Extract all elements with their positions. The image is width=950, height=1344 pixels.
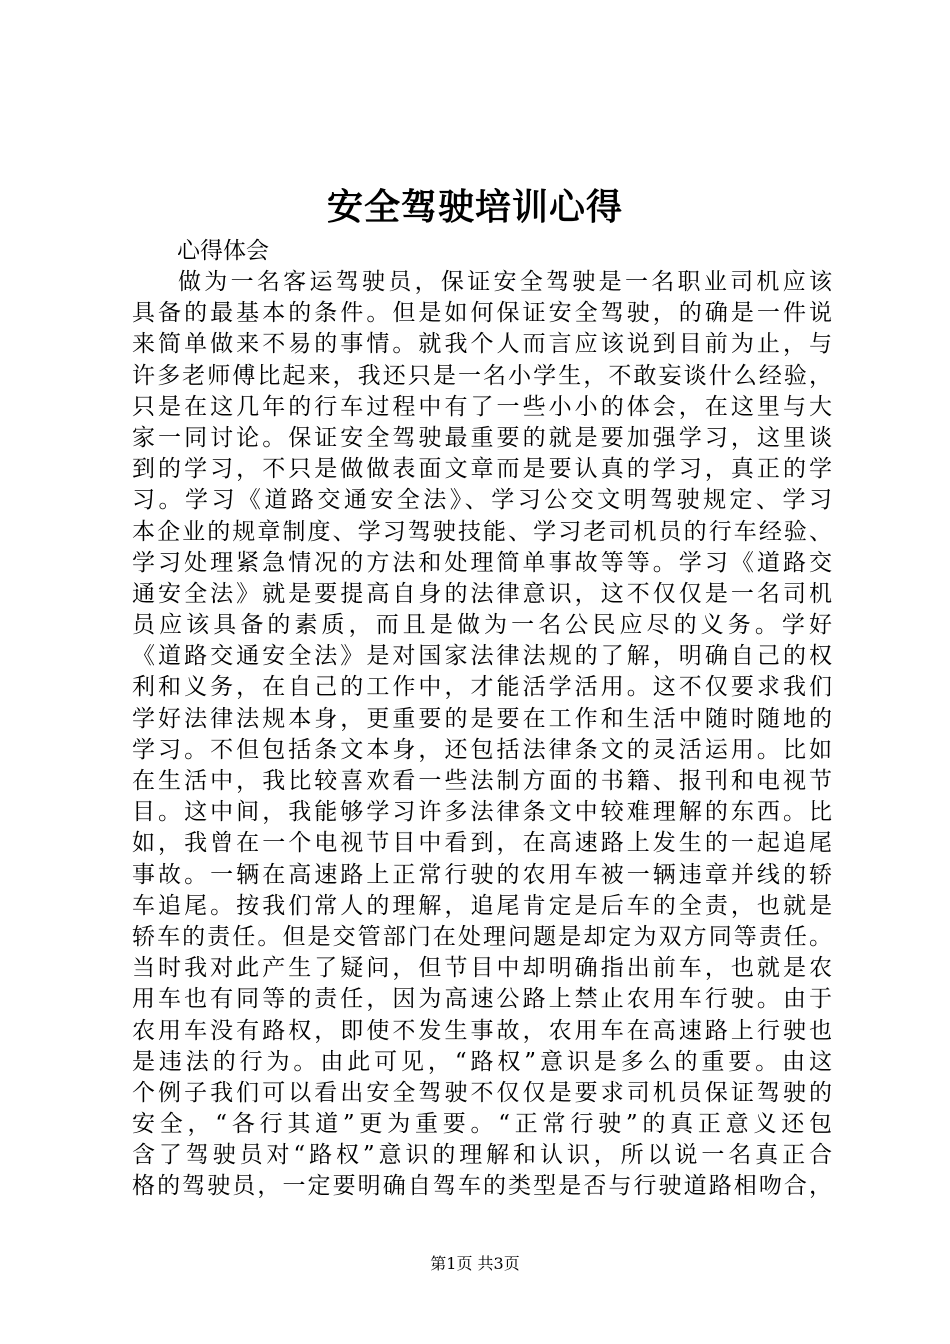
- text-line: 到的学习，不只是做做表面文章而是要认真的学习，真正的学: [132, 456, 832, 483]
- text-line: 许多老师傅比起来，我还只是一名小学生，不敢妄谈什么经验，: [132, 362, 832, 389]
- text-line: 只是在这几年的行车过程中有了一些小小的体会，在这里与大: [132, 393, 832, 420]
- text-line: 员应该具备的素质，而且是做为一名公民应尽的义务。学好: [132, 612, 832, 639]
- text-line: 如，我曾在一个电视节目中看到，在高速路上发生的一起追尾: [132, 830, 832, 857]
- text-line: 本企业的规章制度、学习驾驶技能、学习老司机员的行车经验、: [132, 518, 832, 545]
- page-number: 第1页 共3页: [430, 1254, 520, 1273]
- text-line: 当时我对此产生了疑问，但节目中却明确指出前车，也就是农: [132, 955, 832, 982]
- text-line: 做为一名客运驾驶员，保证安全驾驶是一名职业司机应该: [178, 269, 832, 295]
- text-line: 来简单做来不易的事情。就我个人而言应该说到目前为止，与: [132, 331, 832, 358]
- text-line: 轿车的责任。但是交管部门在处理问题是却定为双方同等责任。: [132, 923, 832, 950]
- text-line: 学好法律法规本身，更重要的是要在工作和生活中随时随地的: [132, 705, 832, 732]
- text-line: 在生活中，我比较喜欢看一些法制方面的书籍、报刊和电视节: [132, 768, 832, 794]
- text-line: 《道路交通安全法》是对国家法律法规的了解，明确自己的权: [132, 643, 832, 670]
- text-line: 利和义务，在自己的工作中，才能活学活用。这不仅要求我们: [132, 674, 832, 701]
- text-line: 车追尾。按我们常人的理解，追尾肯定是后车的全责，也就是: [132, 892, 832, 919]
- paragraph: [132, 267, 832, 1203]
- text-line: 是违法的行为。由此可见，“路权”意识是多么的重要。由这: [132, 1048, 832, 1075]
- text-line: 目。这中间，我能够学习许多法律条文中较难理解的东西。比: [132, 799, 832, 826]
- text-line: 通安全法》就是要提高自身的法律意识，这不仅仅是一名司机: [132, 580, 832, 607]
- document-body: [132, 236, 832, 1203]
- text-line: 格的驾驶员，一定要明确自驾车的类型是否与行驶道路相吻合，: [132, 1173, 832, 1200]
- text-line: 具备的最基本的条件。但是如何保证安全驾驶，的确是一件说: [132, 300, 832, 327]
- text-line: 学习。不但包括条文本身，还包括法律条文的灵活运用。比如: [132, 736, 832, 763]
- text-line: 家一同讨论。保证安全驾驶最重要的就是要加强学习，这里谈: [132, 424, 832, 451]
- text-line: 个例子我们可以看出安全驾驶不仅仅是要求司机员保证驾驶的: [132, 1079, 832, 1106]
- section-subheading: 心得体会: [177, 238, 269, 264]
- text-line: 学习处理紧急情况的方法和处理简单事故等等。学习《道路交: [132, 549, 832, 576]
- text-line: 安全，“各行其道”更为重要。“正常行驶”的真正意义还包: [132, 1111, 832, 1138]
- text-line: 农用车没有路权，即使不发生事故，农用车在高速路上行驶也: [132, 1017, 832, 1044]
- text-line: 含了驾驶员对“路权”意识的理解和认识，所以说一名真正合: [132, 1142, 832, 1169]
- text-line: 事故。一辆在高速路上正常行驶的农用车被一辆违章并线的轿: [132, 861, 832, 888]
- document-title: 安全驾驶培训心得: [326, 187, 623, 228]
- text-line: 用车也有同等的责任，因为高速公路上禁止农用车行驶。由于: [132, 986, 832, 1013]
- text-line: 习。学习《道路交通安全法》、学习公交文明驾驶规定、学习: [132, 487, 832, 514]
